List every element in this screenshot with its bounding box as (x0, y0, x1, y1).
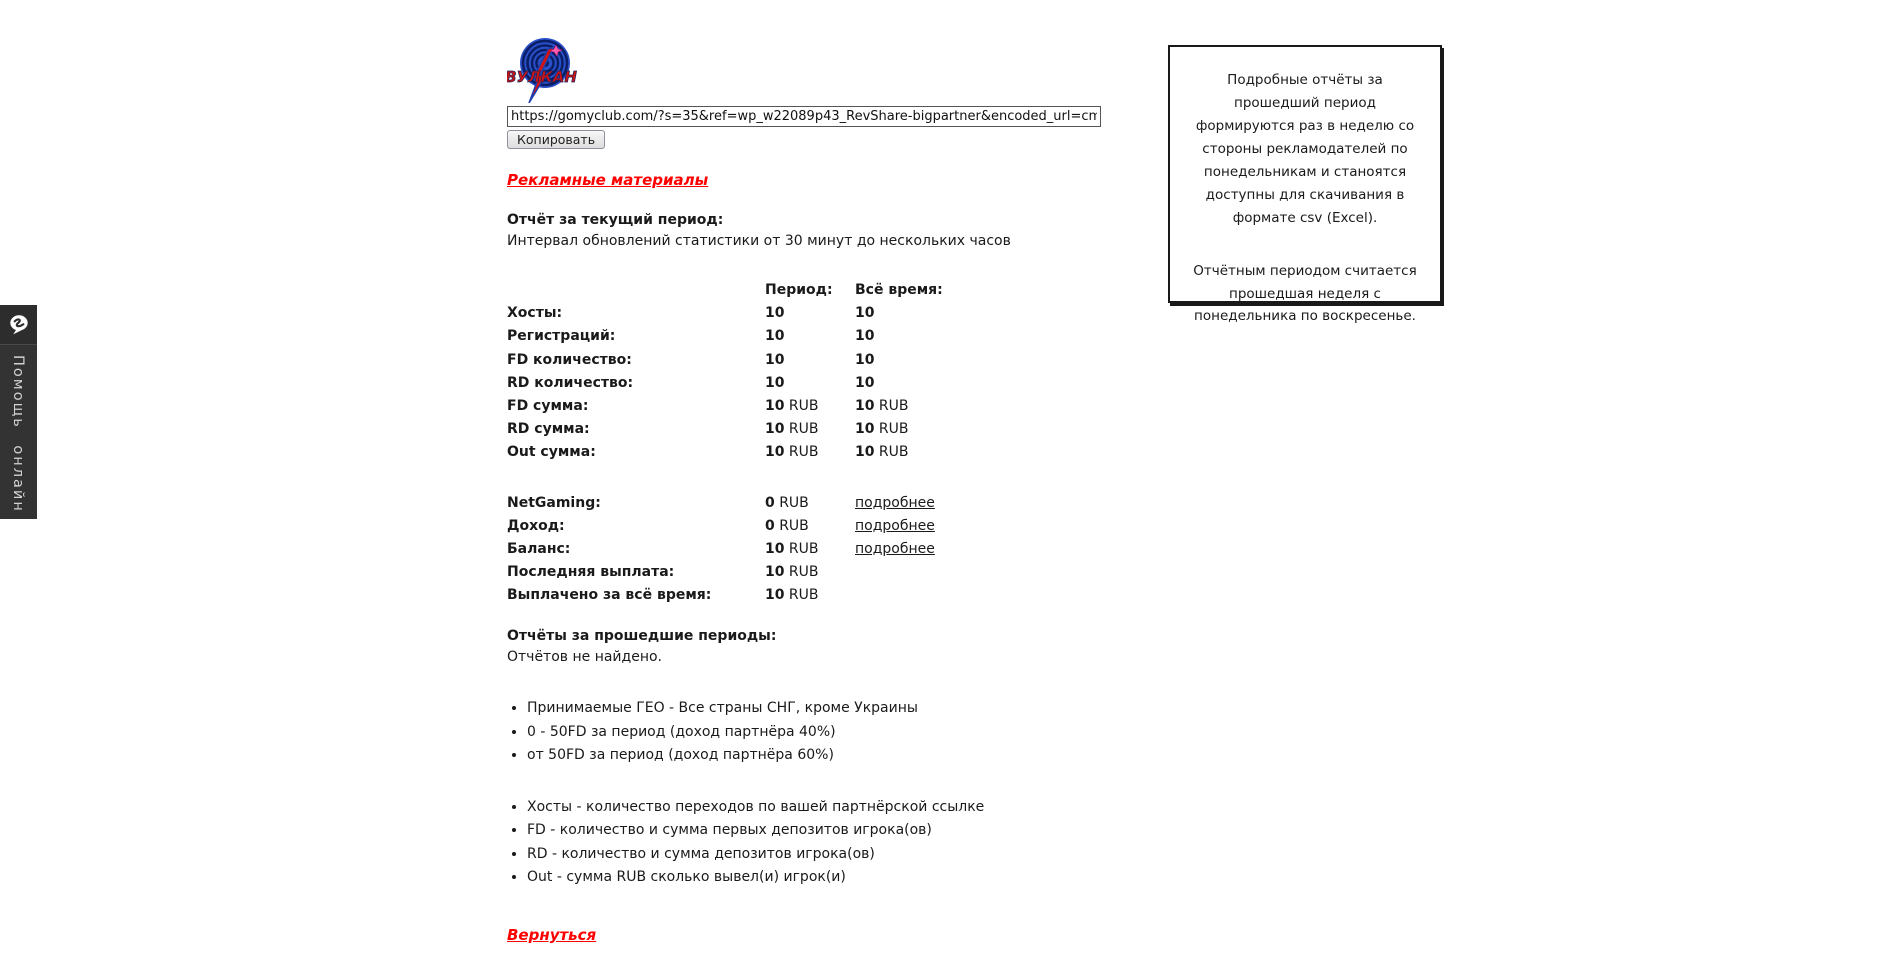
stats-row-alltime: 10 (855, 374, 875, 391)
stats-row-label: Out сумма: (507, 444, 596, 461)
stats-row-label: RD сумма: (507, 421, 590, 438)
stats-row-period: 10 (765, 328, 785, 345)
copy-button[interactable]: Копировать (507, 130, 605, 149)
stats-row-period: 10 RUB (765, 444, 819, 461)
glossary-item: • RD - количество и сумма депозитов игрока(ов) (527, 843, 1127, 867)
help-tab-label: Помощь онлайн (10, 355, 26, 513)
stats-corner (507, 279, 765, 302)
details-link[interactable]: подробнее (855, 494, 935, 511)
details-link[interactable]: подробнее (855, 517, 935, 534)
reports-info-box (1168, 45, 1442, 325)
stats-row-label: RD количество: (507, 374, 634, 391)
glossary-item: • Out - сумма RUB сколько вывел(и) игрок(и) (527, 866, 1127, 890)
terms-item: • Принимаемые ГЕО - Все страны СНГ, кроме Украины (527, 697, 1127, 721)
summary-row-label: Баланс: (507, 540, 571, 557)
vulkan-logo-icon (507, 37, 577, 103)
summary-row-label: Доход: (507, 517, 565, 534)
terms-item: • 0 - 50FD за период (доход партнёра 40%) (527, 721, 1127, 745)
glossary-item: • Хосты - количество переходов по вашей партнёрской ссылке (527, 796, 1127, 820)
past-reports-title: Отчёты за прошедшие периоды: (507, 628, 777, 645)
stats-header-alltime: Всё время: (855, 282, 943, 298)
stats-table (507, 279, 1127, 465)
summary-row-value: 0 RUB (765, 517, 809, 534)
stats-row-period: 10 (765, 351, 785, 368)
stats-row-period: 10 RUB (765, 421, 819, 438)
stats-row-period: 10 (765, 374, 785, 391)
info-paragraph: Подробные отчёты за прошедший период формируются раз в неделю со стороны рекламодателей по понедельникам и станоятся доступны для скачивания в формате csv (Excel). (1195, 72, 1415, 226)
summary-row-value: 10 RUB (765, 540, 819, 557)
help-online-tab[interactable] (0, 305, 37, 519)
summary-row-value: 10 RUB (765, 587, 819, 604)
current-report-subtitle: Интервал обновлений статистики от 30 минут до нескольких часов (507, 233, 1011, 249)
glossary-item: • FD - количество и сумма первых депозитов игрока(ов) (527, 819, 1127, 843)
summary-row-label: NetGaming: (507, 494, 601, 511)
svg-text:ВУЛКАН: ВУЛКАН (507, 68, 577, 86)
stats-row-period: 10 (765, 305, 785, 322)
chat-icon[interactable] (0, 305, 37, 345)
details-link[interactable]: подробнее (855, 540, 935, 557)
stats-row-alltime: 10 RUB (855, 421, 909, 438)
stats-row-label: FD количество: (507, 351, 632, 368)
stats-row-label: Хосты: (507, 305, 563, 322)
stats-row-label: Регистраций: (507, 328, 616, 345)
summary-row-value: 10 RUB (765, 564, 819, 581)
materials-link[interactable]: Рекламные материалы (507, 171, 709, 189)
back-link[interactable]: Вернуться (507, 925, 597, 944)
info-paragraph: Отчётным периодом считается прошедшая неделя с понедельника по воскресенье. (1193, 262, 1417, 325)
summary-row-label: Последняя выплата: (507, 564, 675, 581)
summary-row-value: 0 RUB (765, 494, 809, 511)
terms-list (507, 697, 1127, 768)
stats-row-alltime: 10 RUB (855, 397, 909, 414)
glossary-list (507, 796, 1127, 890)
stats-header-period: Период: (765, 282, 833, 298)
current-report-title: Отчёт за текущий период: (507, 212, 724, 228)
summary-table (507, 492, 1127, 608)
stats-row-alltime: 10 (855, 328, 875, 345)
stats-row-alltime: 10 (855, 351, 875, 368)
stats-row-label: FD сумма: (507, 397, 589, 414)
stats-row-alltime: 10 (855, 305, 875, 322)
terms-item: • от 50FD за период (доход партнёра 60%) (527, 744, 1127, 768)
main-content (507, 37, 1127, 944)
past-reports-empty: Отчётов не найдено. (507, 649, 662, 666)
vulkan-logo (507, 37, 577, 103)
referral-url-input[interactable] (507, 106, 1101, 127)
summary-row-label: Выплачено за всё время: (507, 587, 712, 604)
stats-row-period: 10 RUB (765, 397, 819, 414)
stats-row-alltime: 10 RUB (855, 444, 909, 461)
